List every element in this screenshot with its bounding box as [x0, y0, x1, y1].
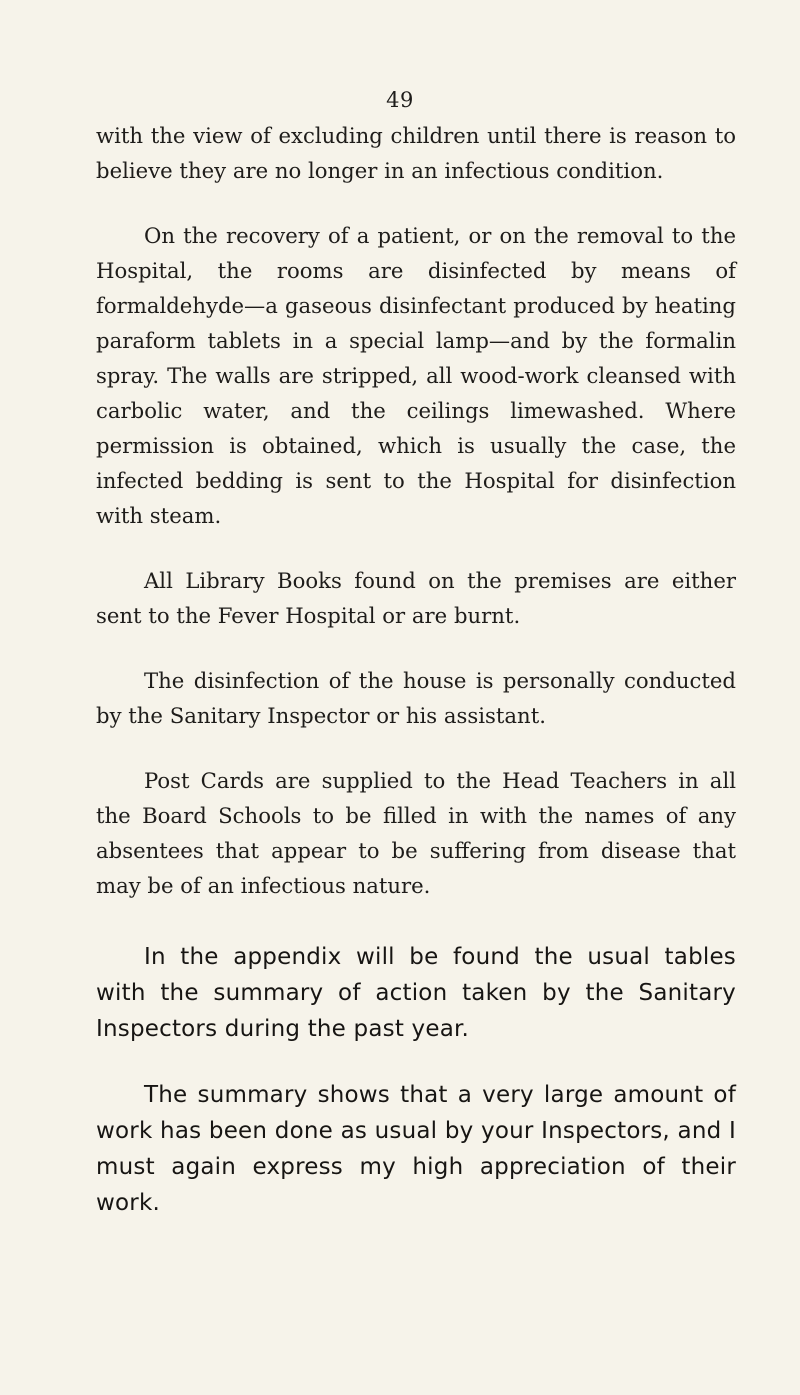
paragraph-appendix: In the appendix will be found the usual tables with the summary of action taken by the Sanitary Inspectors during the past year. — [96, 944, 736, 1042]
paragraph-house-disinfection: The disinfection of the house is personally conducted by the Sanitary Inspector or his assistant. — [96, 668, 736, 728]
page-number: 49 — [386, 88, 414, 112]
paragraph-summary: The summary shows that a very large amount of work has been done as usual by your Inspectors, and I must again express my high appreciation of their work. — [96, 1082, 736, 1216]
paragraph-continuation: with the view of excluding children until there is reason to believe they are no longer in an infectious condition. — [96, 123, 736, 183]
paragraph-library-books: All Library Books found on the premises are either sent to the Fever Hospital or are burnt. — [96, 568, 736, 628]
paragraph-post-cards: Post Cards are supplied to the Head Teachers in all the Board Schools to be filled in with the names of any absentees that appear to be suffering from disease that may be of an infectious nature. — [96, 768, 736, 898]
paragraph-disinfection-rooms: On the recovery of a patient, or on the removal to the Hospital, the rooms are disinfected by means of formaldehyde—a gaseous disinfectant produced by heating paraform tablets in a special lamp—and by the formalin spray. The walls are stripped, all wood-work cleansed with carbolic water, and the ceilings limewashed. Where permission is obtained, which is usually the case, the infected bedding is sent to the Hospital for disinfection with steam. — [96, 223, 736, 528]
body-text — [96, 118, 736, 1221]
